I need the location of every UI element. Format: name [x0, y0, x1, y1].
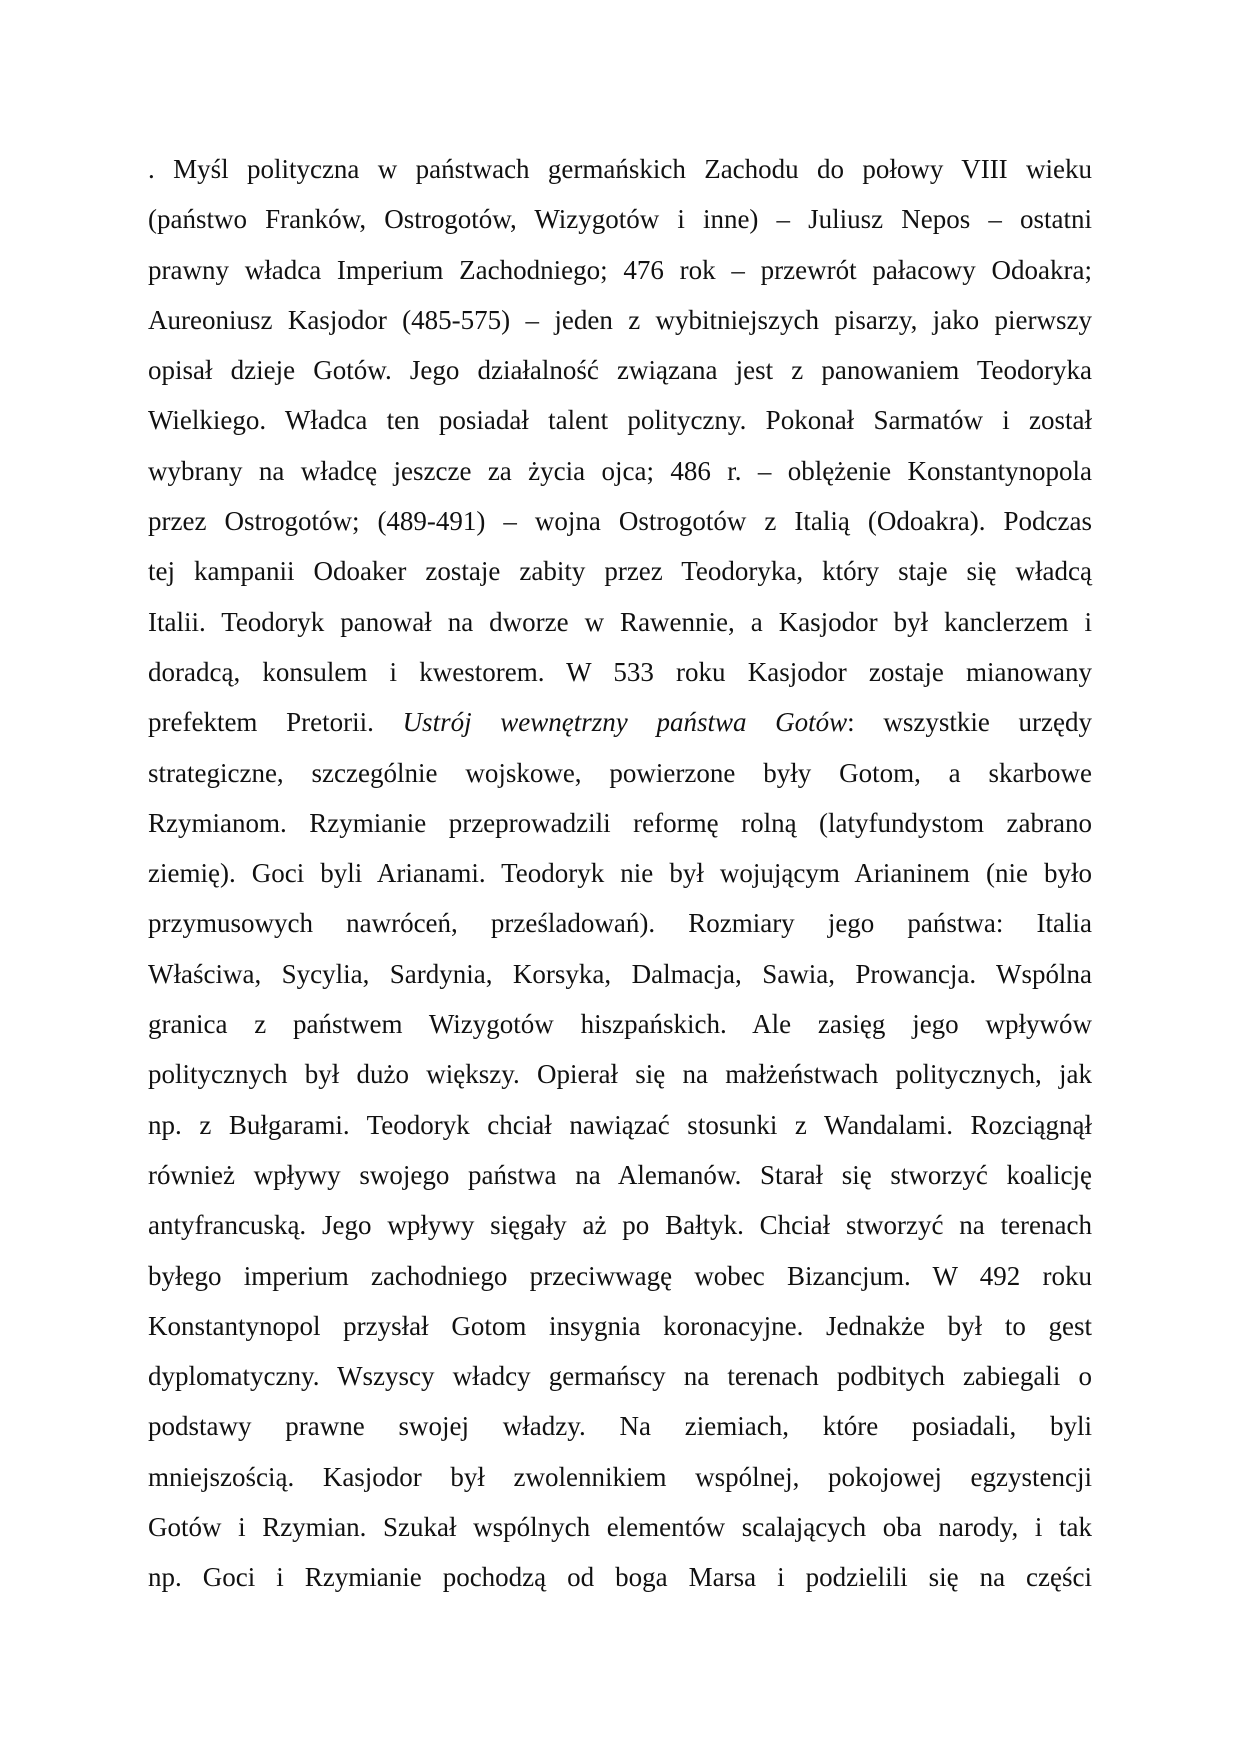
line-prefix: prefektem Pretorii. — [148, 707, 403, 738]
line-suffix: : wszystkie urzędy — [847, 707, 1092, 738]
text-line: również wpływy swojego państwa na Alemanów. Starał się stworzyć koalicję — [148, 1159, 1092, 1190]
italic-phrase: Ustrój wewnętrzny państwa Gotów — [402, 707, 848, 738]
text-line: mniejszością. Kasjodor był zwolennikiem wspólnej, pokojowej egzystencji — [148, 1461, 1092, 1492]
text-line: np. z Bułgarami. Teodoryk chciał nawiązać stosunki z Wandalami. Rozciągnął — [148, 1109, 1092, 1140]
text-line: antyfrancuską. Jego wpływy sięgały aż po Bałtyk. Chciał stworzyć na terenach — [148, 1210, 1092, 1241]
text-line: Gotów i Rzymian. Szukał wspólnych elementów scalających oba narody, i tak — [148, 1512, 1092, 1543]
text-line: byłego imperium zachodniego przeciwwagę wobec Bizancjum. W 492 roku — [148, 1260, 1092, 1291]
text-line: np. Goci i Rzymianie pochodzą od boga Marsa i podzielili się na części — [148, 1562, 1092, 1593]
text-line: przymusowych nawróceń, prześladowań). Rozmiary jego państwa: Italia — [148, 908, 1092, 939]
text-line: ziemię). Goci byli Arianami. Teodoryk nie był wojującym Arianinem (nie było — [148, 858, 1092, 889]
text-line: podstawy prawne swojej władzy. Na ziemiach, które posiadali, byli — [148, 1411, 1092, 1442]
text-line: Konstantynopol przysłał Gotom insygnia koronacyjne. Jednakże był to gest — [148, 1310, 1092, 1341]
text-line: . Myśl polityczna w państwach germańskich Zachodu do połowy VIII wieku — [148, 154, 1092, 184]
text-line: Wielkiego. Władca ten posiadał talent polityczny. Pokonał Sarmatów i został — [148, 405, 1092, 436]
text-line: prawny władca Imperium Zachodniego; 476 rok – przewrót pałacowy Odoakra; — [148, 254, 1092, 285]
text-line: strategiczne, szczególnie wojskowe, powierzone były Gotom, a skarbowe — [148, 757, 1092, 788]
text-line: dyplomatyczny. Wszyscy władcy germańscy na terenach podbitych zabiegali o — [148, 1361, 1092, 1392]
text-line: (państwo Franków, Ostrogotów, Wizygotów i inne) – Juliusz Nepos – ostatni — [148, 204, 1092, 235]
text-line-with-italic — [148, 697, 1092, 747]
text-line: przez Ostrogotów; (489-491) – wojna Ostrogotów z Italią (Odoakra). Podczas — [148, 506, 1092, 537]
text-line: Italii. Teodoryk panował na dworze w Rawennie, a Kasjodor był kanclerzem i — [148, 606, 1092, 637]
text-line: Właściwa, Sycylia, Sardynia, Korsyka, Dalmacja, Sawia, Prowancja. Wspólna — [148, 958, 1092, 989]
body-text — [148, 144, 1092, 1603]
text-line: Rzymianom. Rzymianie przeprowadzili reformę rolną (latyfundystom zabrano — [148, 807, 1092, 838]
text-line: doradcą, konsulem i kwestorem. W 533 roku Kasjodor zostaje mianowany — [148, 656, 1092, 687]
text-line: tej kampanii Odoaker zostaje zabity przez Teodoryka, który staje się władcą — [148, 556, 1092, 587]
text-line: granica z państwem Wizygotów hiszpańskich. Ale zasięg jego wpływów — [148, 1009, 1092, 1040]
text-line: wybrany na władcę jeszcze za życia ojca; 486 r. – oblężenie Konstantynopola — [148, 455, 1092, 486]
text-line: Aureoniusz Kasjodor (485-575) – jeden z wybitniejszych pisarzy, jako pierwszy — [148, 304, 1092, 335]
text-line: politycznych był dużo większy. Opierał się na małżeństwach politycznych, jak — [148, 1059, 1092, 1090]
text-line: opisał dzieje Gotów. Jego działalność związana jest z panowaniem Teodoryka — [148, 355, 1092, 386]
